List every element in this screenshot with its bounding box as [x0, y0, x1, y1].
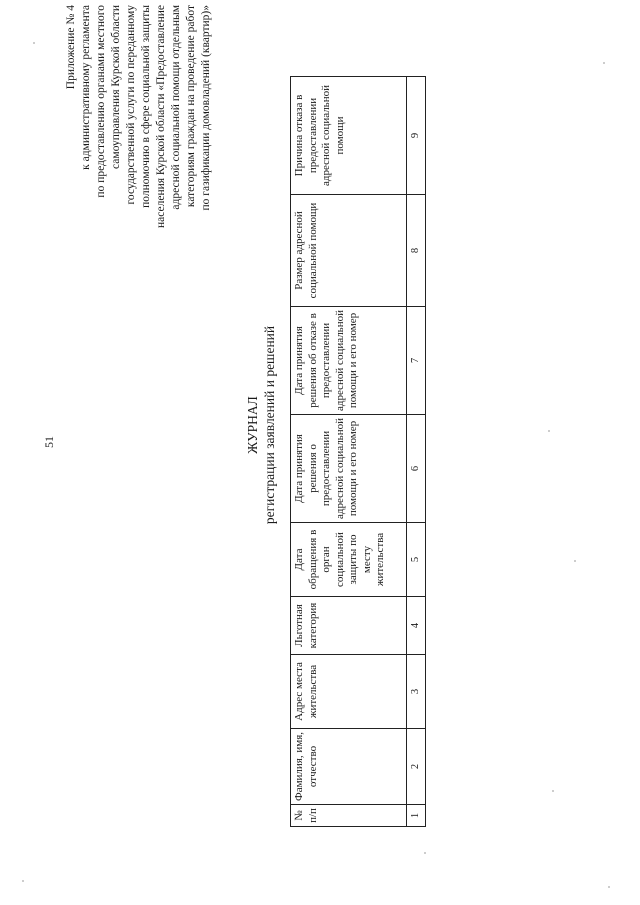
column-number-row: [407, 77, 426, 827]
appendix-line: населения Курской области «Предоставление: [155, 5, 167, 228]
journal-title-block: [244, 25, 278, 825]
column-header: Причина отказа в предоставлении адресной социальной помощи: [291, 77, 407, 195]
column-number: 1: [407, 805, 426, 827]
appendix-line: полномочию в сфере социальной защиты: [140, 5, 152, 208]
appendix-line: к административному регламента: [80, 5, 92, 170]
journal-subtitle: регистрации заявлений и решений: [262, 325, 277, 525]
header-row: [291, 77, 407, 827]
column-number: 6: [407, 415, 426, 523]
column-number: 2: [407, 729, 426, 805]
scan-speck: [548, 430, 550, 432]
column-number: 3: [407, 655, 426, 729]
scan-speck: [33, 42, 35, 44]
appendix-line: категориям граждан на проведение работ: [185, 5, 197, 208]
column-header: Адрес места жительства: [291, 655, 407, 729]
column-number: 8: [407, 195, 426, 307]
column-number: 5: [407, 523, 426, 597]
appendix-line: по предоставлению органами местного: [95, 5, 107, 198]
scan-speck: [574, 560, 576, 562]
column-header: Размер адресной социальной помощи: [291, 195, 407, 307]
page-number: 51: [42, 436, 56, 448]
journal-title: ЖУРНАЛ: [245, 396, 260, 454]
journal-table: [290, 76, 426, 827]
appendix-line: адресной социальной помощи отдельным: [170, 5, 182, 210]
appendix-line: самоуправления Курской области: [110, 5, 122, 169]
column-header: Дата принятия решения о предоставлении адресной социальной помощи и его номер: [291, 415, 407, 523]
appendix-line: по газификации домовладений (квартир)»: [200, 5, 212, 211]
scan-speck: [22, 880, 24, 882]
column-header: Дата принятия решения об отказе в предоставлении адресной социальной помощи и его номер: [291, 307, 407, 415]
column-number: 9: [407, 77, 426, 195]
appendix-header: [64, 5, 214, 350]
column-header: Дата обращения в орган социальной защиты по месту жительства: [291, 523, 407, 597]
scan-speck: [608, 886, 610, 888]
scan-speck: [603, 62, 605, 64]
column-header: № п/п: [291, 805, 407, 827]
column-number: 4: [407, 597, 426, 655]
column-number: 7: [407, 307, 426, 415]
scan-speck: [424, 852, 426, 854]
appendix-line: Приложение № 4: [65, 5, 77, 90]
appendix-line: государственной услуги по переданному: [125, 5, 137, 205]
column-header: Льготная категория: [291, 597, 407, 655]
column-header: Фамилия, имя, отчество: [291, 729, 407, 805]
scan-speck: [552, 790, 554, 792]
